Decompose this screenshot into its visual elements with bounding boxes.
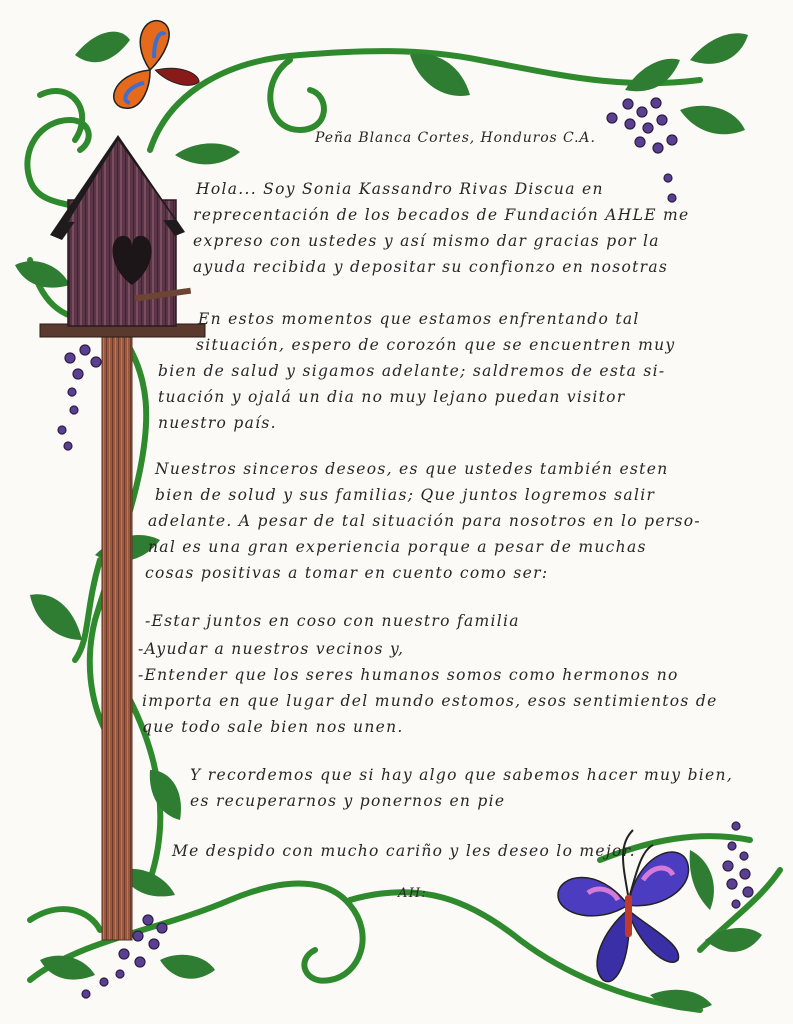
list-continuation-line: importa en que lugar del mundo estomos, esos sentimientos de [142,692,718,710]
list-item: -Entender que los seres humanos somos como hermonos no [138,666,679,684]
list-item: -Ayudar a nuestros vecinos y, [138,640,405,658]
paragraph1-line: expreso con ustedes y así mismo dar gracias por la [193,232,660,250]
paragraph2-line: bien de salud y sigamos adelante; saldremos de esta si- [158,362,666,380]
signature: AH: [398,886,428,901]
paragraph1-line: reprecentación de los becados de Fundación AHLE me [193,206,690,224]
paragraph3-line: cosas positivas a tomar en cuento como ser: [145,564,549,582]
paragraph3-line: nal es una gran experiencia porque a pesar de muchas [148,538,647,556]
place-line: Peña Blanca Cortes, Honduros C.A. [315,130,596,146]
paragraph2-line: situación, espero de corozón que se encuentren muy [196,336,676,354]
list-continuation-line: que todo sale bien nos unen. [142,718,404,736]
paragraph3-line: Nuestros sinceros deseos, es que ustedes también esten [155,460,669,478]
paragraph1-line: ayuda recibida y depositar su confionzo en nosotras [193,258,669,276]
closing-line: Me despido con mucho cariño y les deseo lo mejor. [172,842,636,860]
paragraph1-line: Hola... Soy Sonia Kassandro Rivas Discua en [196,180,604,198]
paragraph4-line: es recuperarnos y ponernos en pie [190,792,506,810]
list-item: -Estar juntos en coso con nuestro familia [145,612,520,630]
paragraph3-line: adelante. A pesar de tal situación para nosotros en lo perso- [148,512,701,530]
paragraph2-line: En estos momentos que estamos enfrentando tal [198,310,640,328]
paragraph2-line: tuación y ojalá un dia no muy lejano puedan visitor [158,388,626,406]
paragraph2-line: nuestro país. [158,414,277,432]
paragraph3-line: bien de solud y sus familias; Que juntos logremos salir [155,486,656,504]
paragraph4-line: Y recordemos que si hay algo que sabemos hacer muy bien, [190,766,734,784]
